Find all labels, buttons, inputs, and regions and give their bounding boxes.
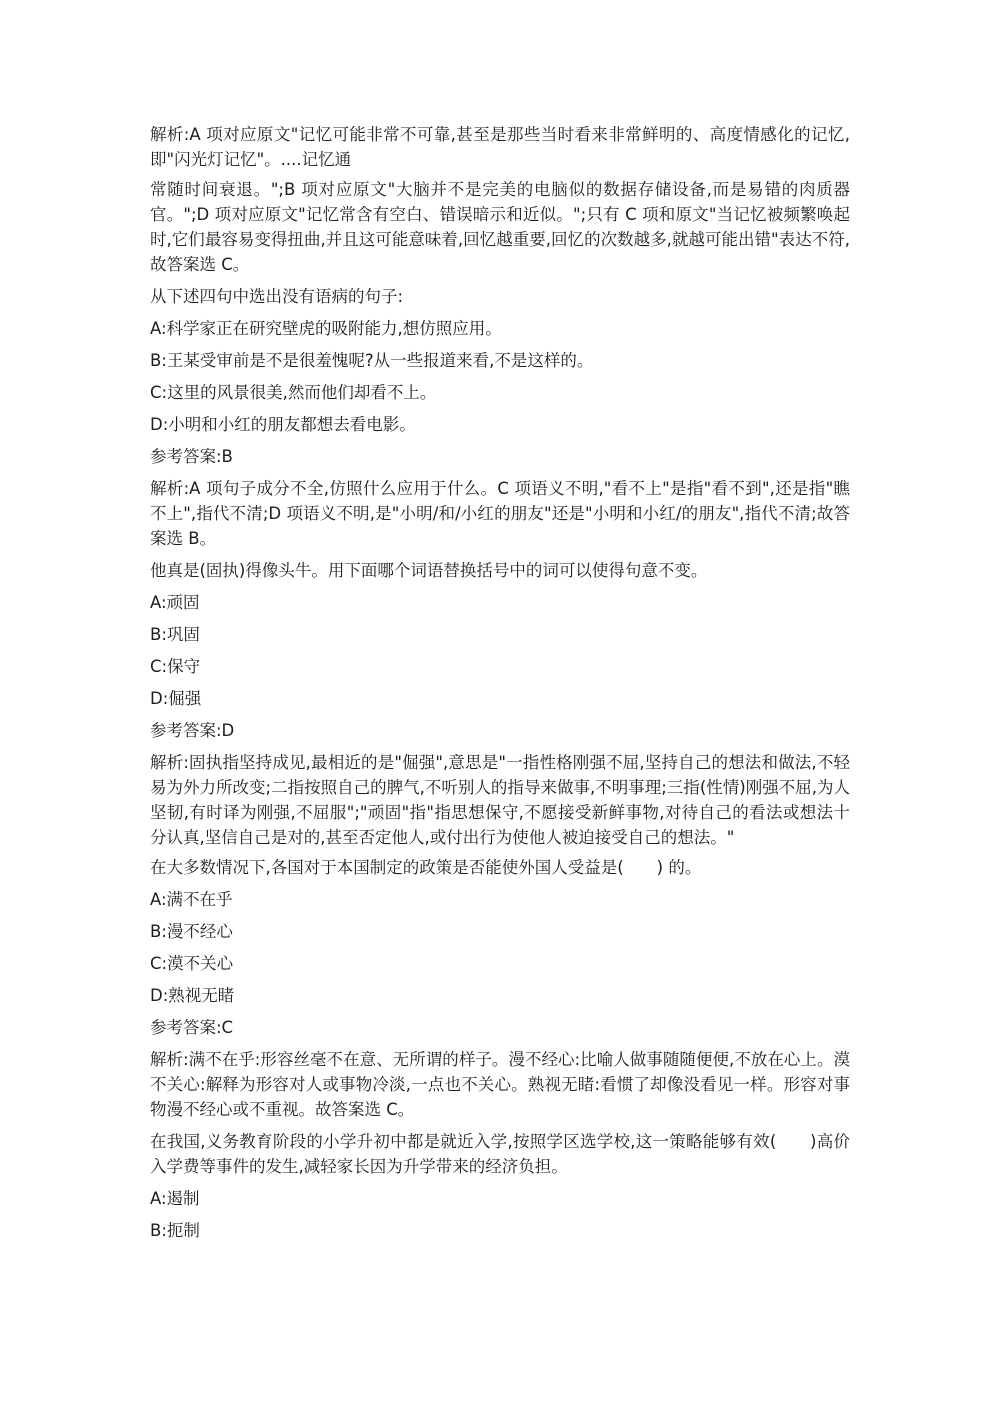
document-page <box>150 122 850 1250</box>
option-b: B:漫不经心 <box>150 922 233 941</box>
option-b: B:王某受审前是不是很羞愧呢?从一些报道来看,不是这样的。 <box>150 351 594 370</box>
option-a: A:顽固 <box>150 593 200 612</box>
question-text: 他真是(固执)得像头牛。用下面哪个词语替换括号中的词可以使得句意不变。 <box>150 561 708 580</box>
analysis-paragraph: 解析:固执指坚持成见,最相近的是"倔强",意思是"一指性格刚强不屈,坚持自己的想法和做法,不轻易为外力所改变;二指按照自己的脾气,不听别人的指导来做事,不明事理;三指(性情)刚强不屈,为人坚韧,有时译为刚强,不屈服";"顽固"指"指思想保守,不愿接受新鲜事物,对待自己的看法或想法十分认真,坚信自己是对的,甚至否定他人,或付出行为使他人被迫接受自己的想法。" <box>150 753 850 847</box>
option-c: C:保守 <box>150 657 201 676</box>
reference-answer: 参考答案:C <box>150 1018 234 1037</box>
option-c: C:漠不关心 <box>150 954 234 973</box>
reference-answer: 参考答案:D <box>150 721 235 740</box>
analysis-paragraph-continued: 常随时间衰退。";B 项对应原文"大脑并不是完美的电脑似的数据存储设备,而是易错的肉质器官。";D 项对应原文"记忆常含有空白、错误暗示和近似。";只有 C 项和原文"当记忆被频繁唤起时,它们最容易变得扭曲,并且这可能意味着,回忆越重要,回忆的次数越多,就越可能出错"表达不符,故答案选 C。 <box>150 180 850 274</box>
option-b: B:扼制 <box>150 1221 200 1240</box>
analysis-paragraph: 解析:满不在乎:形容丝毫不在意、无所谓的样子。漫不经心:比喻人做事随随便便,不放在心上。漠不关心:解释为形容对人或事物冷淡,一点也不关心。熟视无睹:看惯了却像没看见一样。形容对事物漫不经心或不重视。故答案选 C。 <box>150 1050 850 1119</box>
question-text: 在我国,义务教育阶段的小学升初中都是就近入学,按照学区选学校,这一策略能够有效( )高价入学费等事件的发生,减轻家长因为升学带来的经济负担。 <box>150 1132 850 1176</box>
option-d: D:熟视无睹 <box>150 986 235 1005</box>
option-c: C:这里的风景很美,然而他们却看不上。 <box>150 383 437 402</box>
question-text: 从下述四句中选出没有语病的句子: <box>150 287 404 306</box>
option-d: D:小明和小红的朋友都想去看电影。 <box>150 415 416 434</box>
option-b: B:巩固 <box>150 625 200 644</box>
analysis-paragraph: 解析:A 项对应原文"记忆可能非常不可靠,甚至是那些当时看来非常鲜明的、高度情感化的记忆,即"闪光灯记忆"。....记忆通 <box>150 125 850 169</box>
option-a: A:满不在乎 <box>150 890 233 909</box>
option-a: A:遏制 <box>150 1189 200 1208</box>
option-d: D:倔强 <box>150 689 202 708</box>
option-a: A:科学家正在研究壁虎的吸附能力,想仿照应用。 <box>150 319 502 338</box>
analysis-paragraph: 解析:A 项句子成分不全,仿照什么应用于什么。C 项语义不明,"看不上"是指"看不到",还是指"瞧不上",指代不清;D 项语义不明,是"小明/和/小红的朋友"还是"小明和小红/的朋友",指代不清;故答案选 B。 <box>150 479 850 548</box>
reference-answer: 参考答案:B <box>150 447 233 466</box>
question-text: 在大多数情况下,各国对于本国制定的政策是否能使外国人受益是( ) 的。 <box>150 858 702 877</box>
